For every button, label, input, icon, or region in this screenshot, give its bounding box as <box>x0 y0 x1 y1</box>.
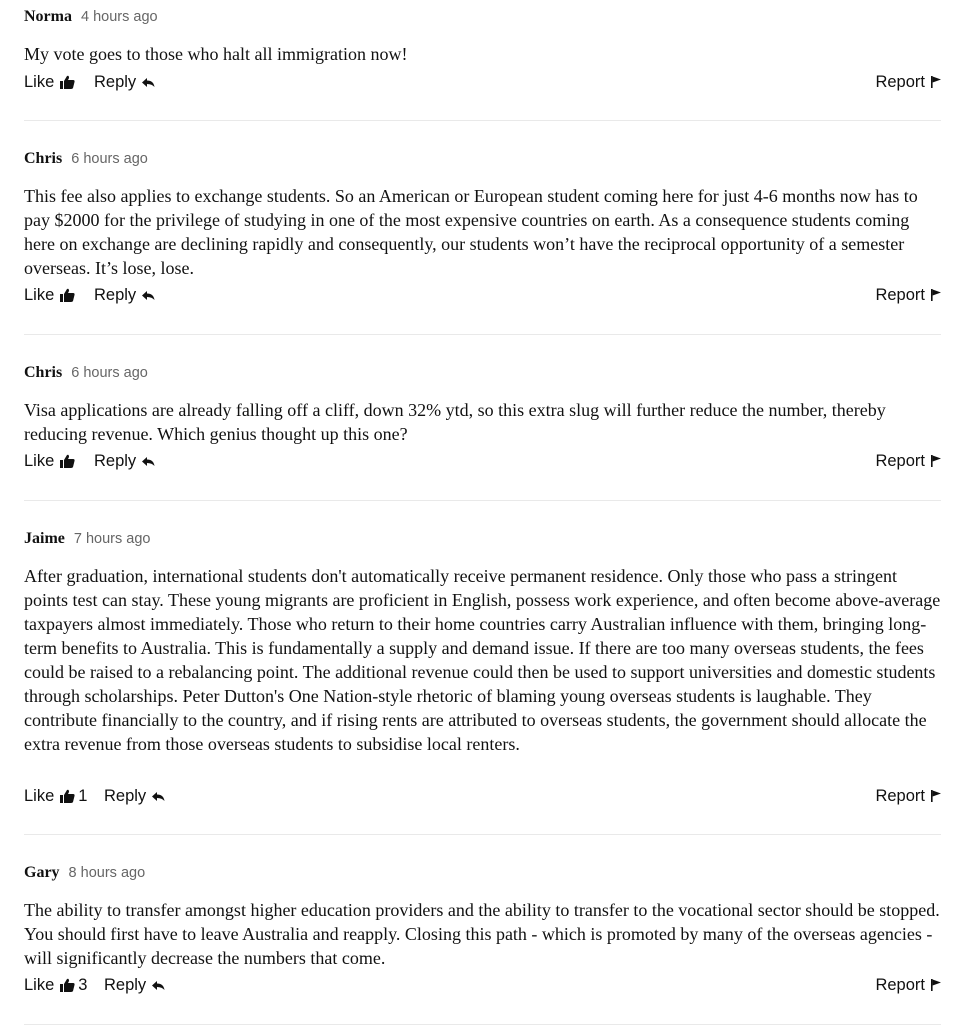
report-label: Report <box>875 72 925 91</box>
report-label: Report <box>875 285 925 304</box>
reply-arrow-icon <box>142 455 155 467</box>
comment-actions <box>24 785 941 807</box>
reply-arrow-icon <box>152 979 165 991</box>
comment-timestamp: 8 hours ago <box>68 865 146 881</box>
reply-label: Reply <box>94 285 137 304</box>
comment-text: Visa applications are already falling off a cliff, down 32% ytd, so this extra slug will further reduce the number, thereby reducing revenue. Which genius thought up this one? <box>24 400 886 444</box>
comment-timestamp: 6 hours ago <box>71 365 148 381</box>
comment-header <box>24 530 150 548</box>
comment-author[interactable]: Chris <box>24 150 63 167</box>
flag-icon <box>931 790 941 802</box>
comment-header <box>24 8 158 26</box>
comment-item <box>24 335 941 501</box>
reply-arrow-icon <box>142 289 155 301</box>
reply-button[interactable] <box>94 284 155 306</box>
comment-timestamp: 7 hours ago <box>73 531 151 547</box>
comment-header <box>24 150 148 168</box>
reply-button[interactable] <box>104 785 165 807</box>
like-label: Like <box>24 451 55 470</box>
reply-label: Reply <box>94 451 137 470</box>
reply-button[interactable] <box>104 974 165 996</box>
comment-list <box>24 0 941 1025</box>
like-label: Like <box>24 72 55 91</box>
like-count: 3 <box>78 975 88 994</box>
comment-item <box>24 121 941 335</box>
report-button[interactable] <box>875 974 941 996</box>
comment-author[interactable]: Norma <box>24 8 72 25</box>
reply-label: Reply <box>94 72 137 91</box>
like-button[interactable] <box>24 450 78 472</box>
flag-icon <box>931 455 941 467</box>
thumbs-up-icon <box>60 789 75 803</box>
thumbs-up-icon <box>60 288 75 302</box>
like-button[interactable] <box>24 785 87 807</box>
flag-icon <box>931 76 941 88</box>
comment-actions <box>24 71 941 93</box>
report-label: Report <box>875 786 925 805</box>
reply-button[interactable] <box>94 71 155 93</box>
like-count: 1 <box>78 786 88 805</box>
like-label: Like <box>24 975 55 994</box>
comment-actions <box>24 974 941 996</box>
like-label: Like <box>24 786 55 805</box>
report-label: Report <box>875 451 925 470</box>
thumbs-up-icon <box>60 75 75 89</box>
comment-timestamp: 4 hours ago <box>80 9 158 25</box>
comment-timestamp: 6 hours ago <box>71 151 148 167</box>
like-label: Like <box>24 285 55 304</box>
comment-author[interactable]: Chris <box>24 364 63 381</box>
comment-actions <box>24 450 941 472</box>
reply-arrow-icon <box>152 790 165 802</box>
reply-label: Reply <box>104 975 147 994</box>
report-button[interactable] <box>875 71 941 93</box>
comment-text: My vote goes to those who halt all immigration now! <box>24 44 408 64</box>
report-button[interactable] <box>875 785 941 807</box>
reply-arrow-icon <box>142 76 155 88</box>
comment-text: The ability to transfer amongst higher education providers and the ability to transfer to the vocational sector should be stopped. You should first have to leave Australia and reapply. Closing this path - which is promoted by many of the overseas agencies - will significantly decrease the numbers that come. <box>24 900 940 968</box>
comment-item <box>24 835 941 1025</box>
comment-text: This fee also applies to exchange students. So an American or European student coming here for just 4-6 months now has to pay $2000 for the privilege of studying in one of the most expensive countries on earth. As a consequence students coming here on exchange are declining rapidly and consequently, our students won’t have the reciprocal opportunity of a semester overseas. It’s lose, lose. <box>24 186 918 278</box>
report-button[interactable] <box>875 450 941 472</box>
thumbs-up-icon <box>60 454 75 468</box>
thumbs-up-icon <box>60 978 75 992</box>
report-label: Report <box>875 975 925 994</box>
comment-header <box>24 864 145 882</box>
like-button[interactable] <box>24 974 87 996</box>
comment-actions <box>24 284 941 306</box>
report-button[interactable] <box>875 284 941 306</box>
comment-author[interactable]: Jaime <box>24 530 65 547</box>
like-button[interactable] <box>24 284 78 306</box>
comment-author[interactable]: Gary <box>24 864 60 881</box>
comment-item <box>24 501 941 835</box>
comment-item <box>24 0 941 121</box>
like-button[interactable] <box>24 71 78 93</box>
reply-label: Reply <box>104 786 147 805</box>
comment-text: After graduation, international students don't automatically receive permanent residence. Only those who pass a stringent points test can stay. These young migrants are proficient in English, possess work experience, and often become above-average taxpayers almost immediately. Those who return to their home countries carry Australian influence with them, bringing long-term benefits to Australia. This is fundamentally a supply and demand issue. If there are too many overseas students, the fees could be raised to a rebalancing point. The additional revenue could then be used to support universities and domestic students through scholarships. Peter Dutton's One Nation-style rhetoric of blaming young overseas students is laughable. They contribute financially to the country, and if rising rents are attributed to overseas students, the government should allocate the extra revenue from those overseas students to subsidise local renters. <box>24 566 941 754</box>
reply-button[interactable] <box>94 450 155 472</box>
flag-icon <box>931 979 941 991</box>
flag-icon <box>931 289 941 301</box>
comment-header <box>24 364 148 382</box>
